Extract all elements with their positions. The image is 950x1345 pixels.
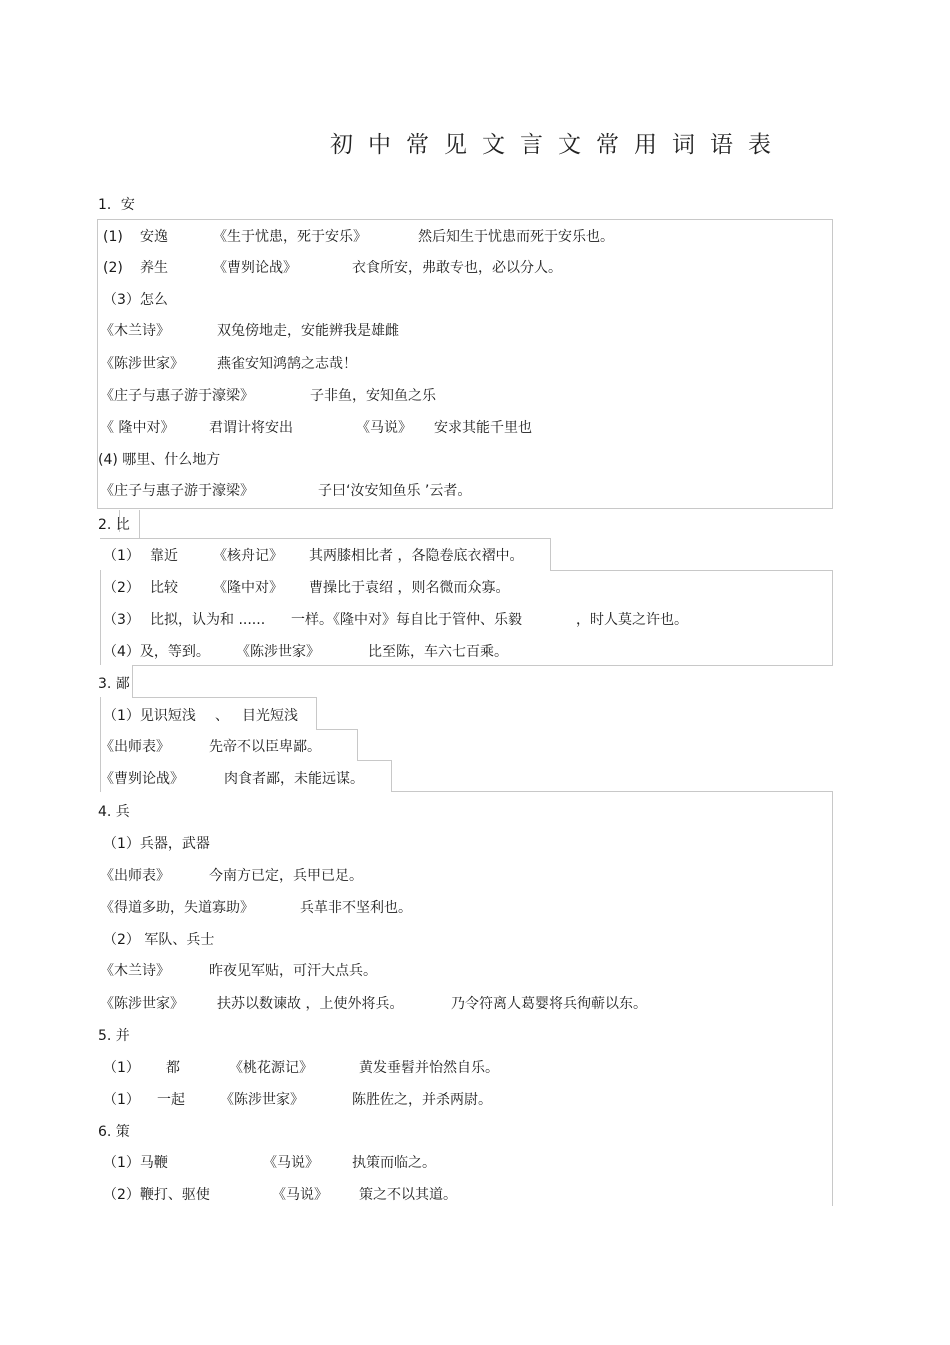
text-line xyxy=(0,228,950,246)
line-text: 曹操比于袁绍 ，则名微而众寡。 xyxy=(309,580,510,596)
line-text: 都 xyxy=(166,1060,180,1076)
line-text: 燕雀安知鸿鹄之志哉！ xyxy=(217,356,357,372)
line-text: 《核舟记》 xyxy=(213,548,283,564)
text-line xyxy=(0,643,950,661)
text-line xyxy=(0,482,950,500)
text-line xyxy=(0,962,950,980)
line-text: （1）兵器，武器 xyxy=(103,836,210,852)
line-text: （1） xyxy=(103,1092,140,1108)
text-line xyxy=(0,1091,950,1109)
line-text: 黄发垂髫并怡然自乐。 xyxy=(359,1060,499,1076)
text-line xyxy=(0,547,950,565)
rule xyxy=(97,219,833,220)
line-text: 《木兰诗》 xyxy=(100,963,170,979)
line-text: 一样。《隆中对》每自比于管仲、乐毅 xyxy=(291,612,522,628)
rule xyxy=(357,760,392,761)
line-text: 5. 并 xyxy=(98,1028,130,1044)
line-text: 《桃花源记》 xyxy=(229,1060,313,1076)
line-text: （1）马鞭 xyxy=(103,1155,168,1171)
line-text: （1） xyxy=(103,548,140,564)
line-text: 扶苏以数谏故 ，上使外将兵。 xyxy=(217,996,404,1012)
line-text: 比较 xyxy=(150,580,178,596)
line-text: 《马说》 xyxy=(356,420,412,436)
line-text: 《马说》 xyxy=(272,1187,328,1203)
text-line xyxy=(0,738,950,756)
line-text: 安求其能千里也 xyxy=(434,420,532,436)
line-text: 肉食者鄙，未能远谋。 xyxy=(224,771,364,787)
line-text: 1．安 xyxy=(98,197,135,213)
line-text: 《陈涉世家》 xyxy=(100,356,184,372)
line-text: 《木兰诗》 xyxy=(100,323,170,339)
rule xyxy=(97,508,139,509)
line-text: （1）见识短浅 xyxy=(103,708,196,724)
line-text: 其两膝相比者 ，各隐卷底衣褶中。 xyxy=(309,548,524,564)
text-line xyxy=(0,899,950,917)
text-line xyxy=(0,803,950,821)
text-line xyxy=(0,835,950,853)
line-text: 、 xyxy=(215,708,229,724)
line-text: 2. 比 xyxy=(98,517,130,533)
line-text: 养生 xyxy=(140,260,168,276)
text-line xyxy=(0,867,950,885)
line-text: 《生于忧患，死于安乐》 xyxy=(213,229,367,245)
line-text: 子非鱼，安知鱼之乐 xyxy=(310,388,436,404)
line-text: （2） xyxy=(103,580,140,596)
line-text: （2） 军队、兵士 xyxy=(103,932,215,948)
line-text: 6. 策 xyxy=(98,1124,130,1140)
text-line xyxy=(0,707,950,725)
line-text: 《庄子与惠子游于濠梁》 xyxy=(100,388,254,404)
line-text: 《陈涉世家》 xyxy=(236,644,320,660)
rule xyxy=(132,665,833,666)
line-text: 双兔傍地走，安能辨我是雄雌 xyxy=(217,323,399,339)
rule xyxy=(316,729,358,730)
text-line xyxy=(0,995,950,1013)
line-text: 先帝不以臣卑鄙。 xyxy=(209,739,321,755)
line-text: (2) xyxy=(103,260,123,276)
line-text: （4）及，等到。 xyxy=(103,644,210,660)
text-line xyxy=(0,675,950,693)
line-text: （3）怎么 xyxy=(103,292,168,308)
line-text: 今南方已定，兵甲已足。 xyxy=(209,868,363,884)
text-line xyxy=(0,931,950,949)
text-line xyxy=(0,1154,950,1172)
line-text: 然后知生于忧患而死于安乐也。 xyxy=(418,229,614,245)
text-line xyxy=(0,387,950,405)
line-text: ，时人莫之许也。 xyxy=(576,612,688,628)
page-title: 初中常见文言文常用词语表 xyxy=(330,132,786,158)
rule xyxy=(139,508,833,509)
text-line xyxy=(0,355,950,373)
text-line xyxy=(0,322,950,340)
line-text: 乃令符离人葛婴将兵徇蕲以东。 xyxy=(451,996,647,1012)
line-text: 兵革非不坚利也。 xyxy=(300,900,412,916)
line-text: 《马说》 xyxy=(263,1155,319,1171)
line-text: 衣食所安，弗敢专也，必以分人。 xyxy=(352,260,562,276)
text-line xyxy=(0,291,950,309)
line-text: （1） xyxy=(103,1060,140,1076)
text-line xyxy=(0,1186,950,1204)
line-text: 《 隆中对》 xyxy=(100,420,175,436)
text-line xyxy=(0,611,950,629)
text-line xyxy=(0,1123,950,1141)
rule xyxy=(132,697,317,698)
line-text: 《得道多助，失道寡助》 xyxy=(100,900,254,916)
text-line xyxy=(0,419,950,437)
text-line xyxy=(0,579,950,597)
line-text: 目光短浅 xyxy=(242,708,298,724)
line-text: 陈胜佐之，并杀两尉。 xyxy=(352,1092,492,1108)
line-text: 4. 兵 xyxy=(98,804,130,820)
line-text: 君谓计将安出 xyxy=(209,420,293,436)
line-text: （2）鞭打、驱使 xyxy=(103,1187,210,1203)
rule xyxy=(100,538,550,539)
line-text: （3） xyxy=(103,612,140,628)
line-text: 比至陈，车六七百乘。 xyxy=(368,644,508,660)
text-line xyxy=(0,451,950,469)
line-text: 《出师表》 xyxy=(100,739,170,755)
line-text: 《隆中对》 xyxy=(213,580,283,596)
line-text: 3. 鄙 xyxy=(98,676,130,692)
text-line xyxy=(0,770,950,788)
text-line xyxy=(0,1027,950,1045)
line-text: 策之不以其道。 xyxy=(359,1187,457,1203)
line-text: 靠近 xyxy=(150,548,178,564)
text-line xyxy=(0,1059,950,1077)
line-text: 《陈涉世家》 xyxy=(220,1092,304,1108)
text-line xyxy=(0,196,950,214)
rule xyxy=(391,791,833,792)
line-text: 安逸 xyxy=(140,229,168,245)
line-text: 《出师表》 xyxy=(100,868,170,884)
line-text: 《陈涉世家》 xyxy=(100,996,184,1012)
rule xyxy=(550,570,833,571)
line-text: 比拟，认为和 ...... xyxy=(150,612,266,628)
line-text: 《曹刿论战》 xyxy=(100,771,184,787)
line-text: (1) xyxy=(103,229,123,245)
text-line xyxy=(0,259,950,277)
line-text: 一起 xyxy=(157,1092,185,1108)
line-text: 《庄子与惠子游于濠梁》 xyxy=(100,483,254,499)
line-text: 执策而临之。 xyxy=(352,1155,436,1171)
text-line xyxy=(0,516,950,534)
line-text: (4) 哪里、什么地方 xyxy=(98,452,221,468)
line-text: 子曰‘汝安知鱼乐 ’云者。 xyxy=(318,483,472,499)
line-text: 《曹刿论战》 xyxy=(213,260,297,276)
line-text: 昨夜见军贴，可汗大点兵。 xyxy=(209,963,377,979)
